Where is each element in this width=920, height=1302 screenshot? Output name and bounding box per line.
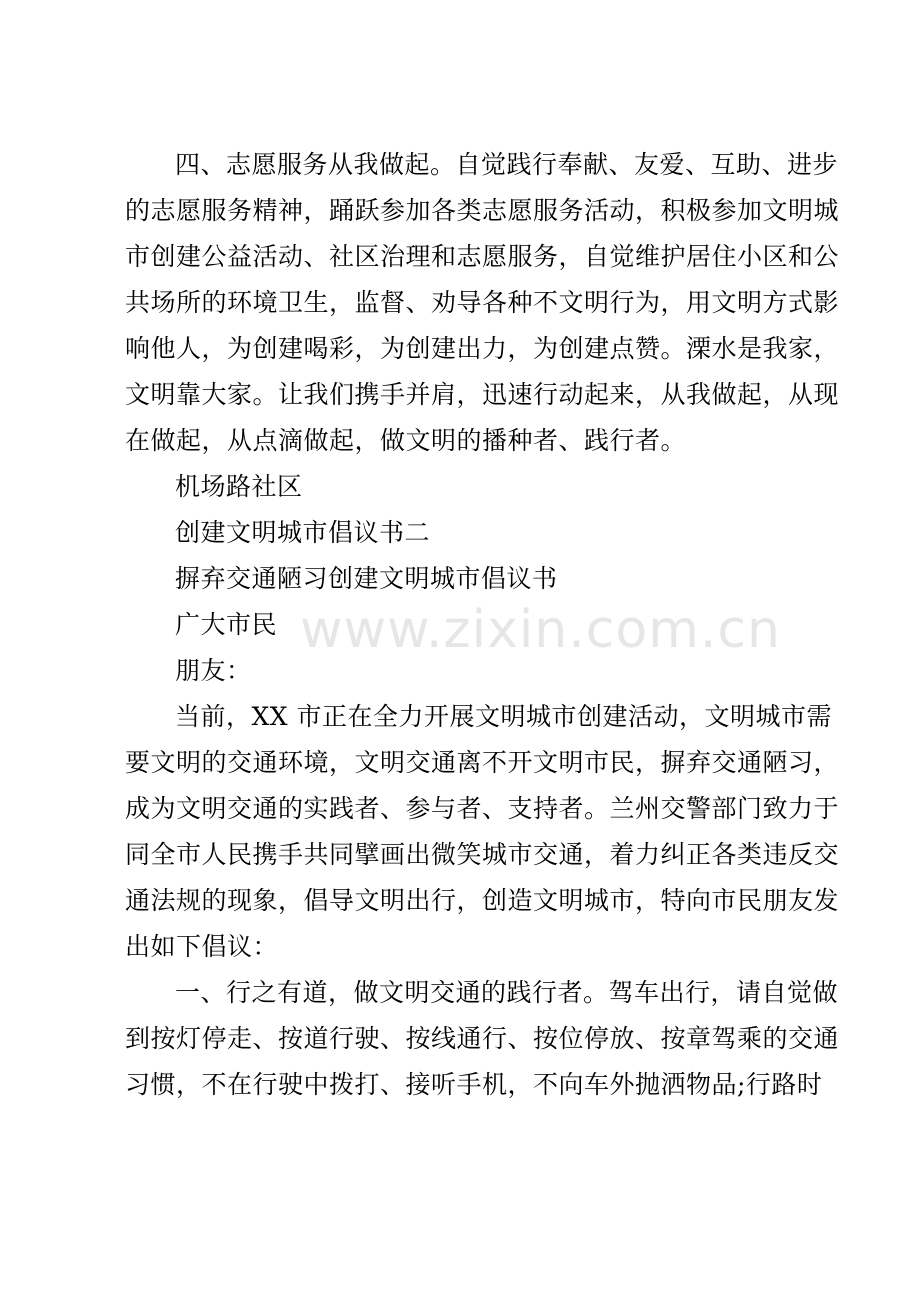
- section-title: 创建文明城市倡议书二: [175, 518, 431, 547]
- paragraph-line: 响他人，为创建喝彩，为创建出力，为创建点赞。溧水是我家，: [125, 334, 840, 363]
- paragraph-line: 到按灯停走、按道行驶、按线通行、按位停放、按章驾乘的交通: [125, 1024, 840, 1053]
- paragraph-line: 成为文明交通的实践者、参与者、支持者。兰州交警部门致力于: [125, 794, 840, 823]
- paragraph-line: 的志愿服务精神，踊跃参加各类志愿服务活动，积极参加文明城: [125, 196, 840, 225]
- paragraph-line: 习惯，不在行驶中拨打、接听手机，不向车外抛洒物品;行路时: [125, 1070, 823, 1099]
- watermark: www.zixin.com.cn: [300, 600, 781, 660]
- paragraph-line: 当前，XX 市正在全力开展文明城市创建活动，文明城市需: [175, 702, 833, 731]
- salutation: 广大市民: [175, 610, 278, 639]
- document-body: [125, 142, 840, 1108]
- document-title: 摒弃交通陋习创建文明城市倡议书: [175, 564, 558, 593]
- paragraph-line: 市创建公益活动、社区治理和志愿服务，自觉维护居住小区和公: [125, 242, 840, 271]
- signature-community: 机场路社区: [175, 472, 303, 501]
- paragraph-line: 一、行之有道，做文明交通的践行者。驾车出行，请自觉做: [175, 978, 839, 1007]
- paragraph-line: 文明靠大家。让我们携手并肩，迅速行动起来，从我做起，从现: [125, 380, 840, 409]
- paragraph-line: 同全市人民携手共同擘画出微笑城市交通，着力纠正各类违反交: [125, 840, 840, 869]
- paragraph-line: 四、志愿服务从我做起。自觉践行奉献、友爱、互助、进步: [175, 150, 839, 179]
- paragraph-line: 出如下倡议：: [125, 932, 279, 961]
- salutation-cont: 朋友：: [175, 656, 252, 685]
- paragraph-line: 通法规的现象，倡导文明出行，创造文明城市，特向市民朋友发: [125, 886, 840, 915]
- paragraph-line: 共场所的环境卫生，监督、劝导各种不文明行为，用文明方式影: [125, 288, 840, 317]
- paragraph-line: 要文明的交通环境，文明交通离不开文明市民，摒弃交通陋习，: [125, 748, 840, 777]
- paragraph-line: 在做起，从点滴做起，做文明的播种者、践行者。: [125, 426, 687, 455]
